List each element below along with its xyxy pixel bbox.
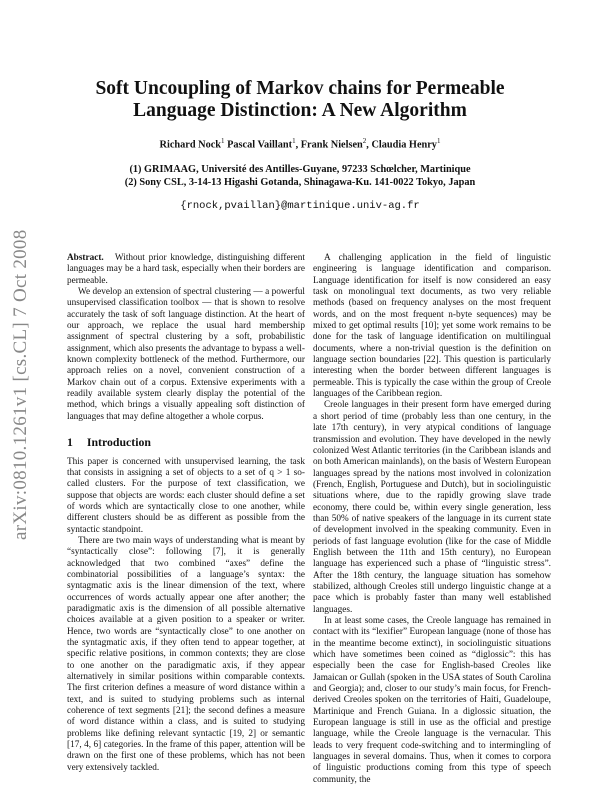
affiliation: (2) Sony CSL, 3-14-13 Higashi Gotanda, Shinagawa-Ku. 141-0022 Tokyo, Japan	[124, 176, 476, 188]
body-paragraph: Creole languages in their present form have emerged during a short period of time (probably less than one century, in the late 17th century), in very atypical conditions of language transmission and evolution. They have developed in the newly colonized West Atlantic territories (in the Caribbean islands and on both American mainlands), on the basis of Western European languages spread by the nations most involved in colonization (French, English, Portuguese and Dutch), but in sociolinguistic situations where, due to the rapidly growing slave trade economy, there could be, within every single generation, less than 50% of native speakers of the language in its current state of development involved in the speaking community. Even in periods of fast language evolution (like for the case of Middle English between the 11th and 15th century), no European language has experienced such a phase of “linguistic stress”. After the 18th century, the language situation has somehow stabilized, although Creoles still undergo linguistic change at a pace which is probably faster than many well established languages.	[313, 400, 551, 615]
author-affiliation: 1	[292, 137, 296, 145]
body-paragraph: This paper is concerned with unsupervised learning, the task that consists in assigning a set of objects to a set of q > 1 so-called clusters. For the purpose of text classification, we suppose that objects are words: each cluster should define a set of words which are syntactically close to one another, while different clusters should be as different as possible from the syntactic standpoint.	[67, 456, 305, 535]
right-column	[313, 253, 551, 786]
abstract-paragraph: We develop an extension of spectral clustering — a powerful unsupervised classification toolbox — that is shown to resolve accurately the task of soft language distinction. At the heart of our approach, we replace the usual hard membership assignment of spectral clustering by a soft, probabilistic assignment, which also presents the advantage to bypass a well-known complexity bottleneck of the method. Furthermore, our approach relies on a novel, convenient construction of a Markov chain out of a corpus. Extensive experiments with a readily available system clearly display the potential of the method, which brings a visually appealing soft distinction of languages that may define altogether a whole corpus.	[67, 287, 305, 422]
abstract-text: Without prior knowledge, distinguishing different languages may be a hard task, especially when their borders are permeable.	[67, 253, 305, 286]
abstract-label: Abstract.	[67, 253, 104, 263]
body-paragraph: In at least some cases, the Creole language has remained in contact with its “lexifier” European language (none of those has in the meantime become extinct), in sociolinguistic situations which have sometimes been coined as “diglossic”: this has especially been the case for English-based Creoles like Jamaican or Gullah (spoken in the USA states of South Carolina and Georgia); and, closer to our study’s main focus, for French-derived Creoles spoken on the territories of Haiti, Guadeloupe, Martinique and French Guiana. In a diglossic situation, the European language is still in use as the official and prestige language, while the Creole language is the vernacular. This leads to very frequent code-switching and to intermingling of languages in several domains. Thus, when it comes to corpora of linguistic productions coming from this type of speech community, the	[313, 616, 551, 785]
affiliations	[0, 164, 600, 189]
author-name: Richard Nock	[159, 139, 222, 151]
body-paragraph: There are two main ways of understanding what is meant by “syntactically close”: following [7], it is generally acknowledged that two combined “axes” define the combinatorial possibilities of a language’s syntax: the syntagmatic axis is the linear dimension of the text, where occurrences of words actually appear one after another; the paradigmatic axis is the dimension of all possible alternative choices available at a given position to a speaker or writer. Hence, two words are “syntactically close” to one another on the syntagmatic axis, if they often tend to appear together, at specific relative positions, in common contexts; they are close to one another on the paradigmatic axis, if they appear alternatively in similar positions within comparable contexts. The first criterion defines a measure of word distance within a text, and is suited to studying problems such as internal coherence of text segments [21]; the second defines a measure of word distance within a class, and is suited to studying problems like defining relevant syntactic [19, 2] or semantic [17, 4, 6] categories. In the frame of this paper, attention will be drawn on the first one of these problems, which has not been very extensively tackled.	[67, 535, 305, 773]
author-name: Pascal Vaillant	[227, 139, 293, 151]
contact-email: {rnock,pvaillan}@martinique.univ-ag.fr	[180, 200, 420, 212]
section-heading	[67, 437, 305, 448]
section-title: Introduction	[86, 435, 151, 450]
left-column	[67, 253, 305, 774]
author-name: Claudia Henry	[371, 139, 437, 151]
body-paragraph: A challenging application in the field of linguistic engineering is language identification and comparison. Language identification for itself is now considered an easy task on monolingual text documents, as two very reliable methods (based on frequency analyses on the most frequent words, and on the most frequent n-byte sequences) may be mixed to get optimal results [10]; yet some work remains to be done for the task of language identification on multilingual documents, where a non-trivial question is the definition on language section boundaries [22]. This question is particularly interesting when the border between different languages is permeable. This is typically the case within the group of Creole languages of the Caribbean region.	[313, 253, 551, 400]
affiliation: (1) GRIMAAG, Université des Antilles-Guyane, 97233 Schœlcher, Martinique	[129, 164, 471, 175]
author-affiliation: 1	[221, 137, 225, 145]
abstract-paragraph	[67, 253, 305, 287]
author-list: Richard Nock$^1$ Pascal Vaillant$^1$, Frank Nielsen$^2$, Claudia Henry$^1$	[159, 137, 441, 151]
title-line-1: Soft Uncoupling of Markov chains for Permeable	[95, 78, 505, 99]
arxiv-stamp: arXiv:0810.1261v1 [cs.CL] 7 Oct 2008	[10, 229, 31, 540]
section-number: 1	[67, 435, 73, 450]
paper-title	[0, 78, 600, 122]
author-affiliation: 1	[436, 137, 441, 145]
author-affiliation: 2	[362, 137, 367, 145]
title-line-2: Language Distinction: A New Algorithm	[133, 100, 467, 121]
author-name: Frank Nielsen	[300, 139, 363, 151]
